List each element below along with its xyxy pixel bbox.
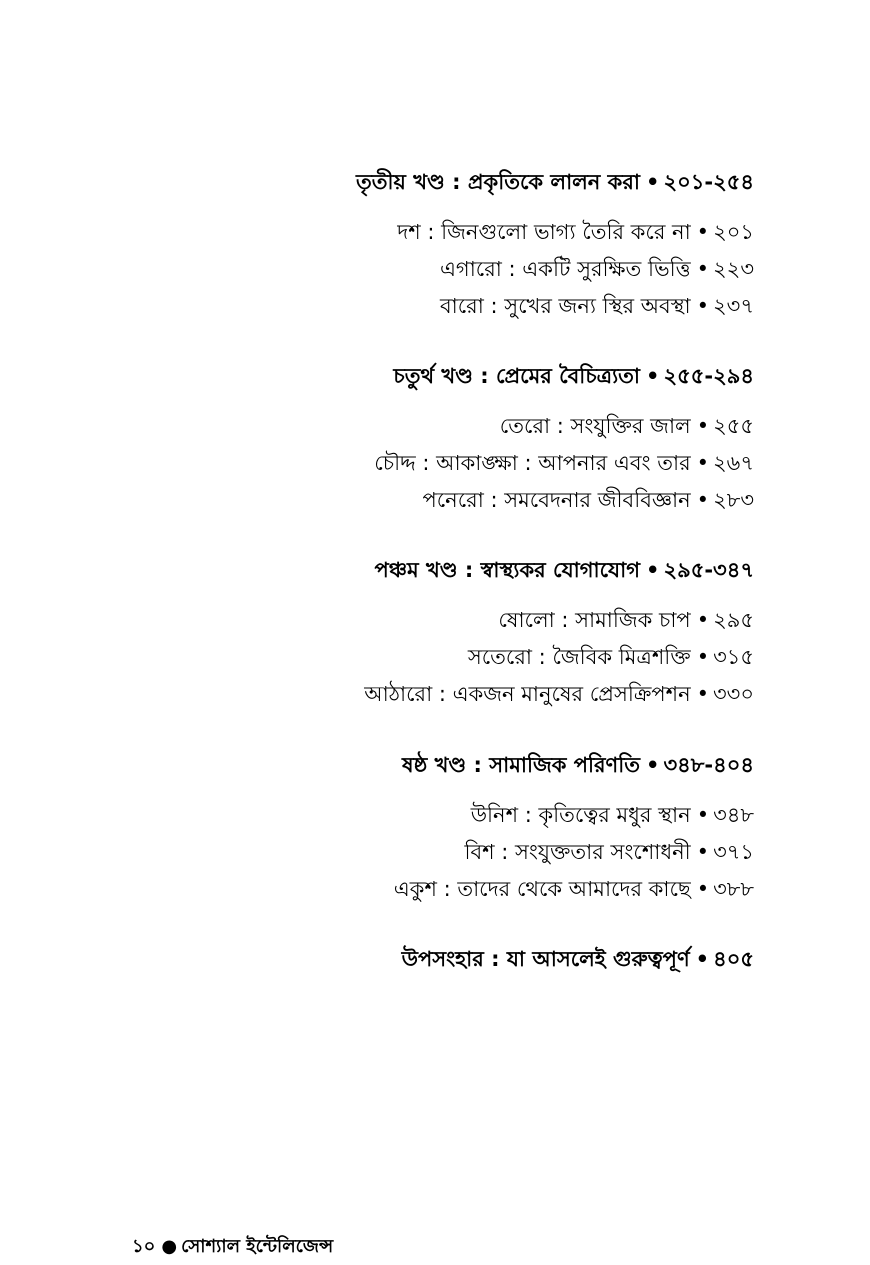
bullet-icon: • [696,803,710,827]
chapter-title: ষোলো : সামাজিক চাপ [498,608,691,632]
epilogue-entry [402,944,754,974]
page-number: ৩৭১ [713,840,754,864]
chapter-18-entry [364,679,754,709]
chapter-title: দশ : জিনগুলো ভাগ্য তৈরি করে না [397,220,691,244]
chapter-12-entry [440,291,754,321]
chapter-21-entry [394,874,754,904]
chapter-15-entry [422,485,754,515]
chapter-14-entry [374,448,754,478]
epilogue-title: উপসংহার : যা আসলেই গুরুত্বপূর্ণ [401,947,690,971]
chapter-13-entry [500,411,754,441]
page-range: ২৫৫-২৯৪ [663,364,754,388]
bullet-icon: • [696,877,710,901]
page-number: ২৫৫ [713,414,754,438]
chapter-16-entry [498,605,754,635]
page-number: ২৮৩ [713,488,754,512]
footer-page-number: ১০ [132,1236,156,1257]
bullet-icon: • [646,753,660,777]
footer-book-title: সোশ্যাল ইন্টেলিজেন্স [181,1236,334,1257]
page-number: ৩৪৮ [713,803,754,827]
part-5-entry [374,555,754,585]
bullet-icon: • [696,294,710,318]
chapter-title: আঠারো : একজন মানুষের প্রেসক্রিপশন [364,682,691,706]
page-number: ৩১৫ [713,645,754,669]
bullet-icon: • [696,682,710,706]
chapter-17-entry [468,642,754,672]
part-4-entry [393,361,754,391]
chapter-title: এগারো : একটি সুরক্ষিত ভিত্তি [439,257,691,281]
bullet-icon: • [696,451,710,475]
chapter-title: সতেরো : জৈবিক মিত্রশক্তি [467,645,691,669]
bullet-icon: • [646,170,660,194]
page-footer [132,1234,333,1260]
page-range: ৩৪৮-৪০৪ [663,753,754,777]
bullet-icon: • [696,220,710,244]
bullet-icon: • [646,558,660,582]
part-title: পঞ্চম খণ্ড : স্বাস্থ্যকর যোগাযোগ [374,558,640,582]
chapter-11-entry [440,254,754,284]
chapter-title: তেরো : সংযুক্তির জাল [499,414,691,438]
chapter-title: উনিশ : কৃতিত্বের মধুর স্থান [470,803,691,827]
page-number: ৩৮৮ [713,877,754,901]
part-3-entry [356,167,754,197]
bullet-icon: ● [161,1236,178,1257]
part-title: চতুর্থ খণ্ড : প্রেমের বৈচিত্র্যতা [393,364,641,388]
page-number: ৩৩০ [713,682,754,706]
chapter-20-entry [464,837,754,867]
chapter-title: পনেরো : সমবেদনার জীববিজ্ঞান [422,488,691,512]
bullet-icon: • [696,840,710,864]
bullet-icon: • [696,645,710,669]
chapter-title: বারো : সুখের জন্য স্থির অবস্থা [439,294,691,318]
page-number: ২৩৭ [713,294,754,318]
page-number: ২০১ [713,220,754,244]
page-number: ৪০৫ [713,947,754,971]
bullet-icon: • [695,947,710,971]
chapter-title: বিশ : সংযুক্ততার সংশোধনী [464,840,691,864]
page-number: ২৯৫ [713,608,754,632]
chapter-title: একুশ : তাদের থেকে আমাদের কাছে [393,877,691,901]
page-number: ২২৩ [713,257,754,281]
chapter-19-entry [471,800,754,830]
page-number: ২৬৭ [713,451,754,475]
chapter-10-entry [397,217,754,247]
page-range: ২৯৫-৩৪৭ [663,558,754,582]
page-range: ২০১-২৫৪ [663,170,754,194]
bullet-icon: • [696,414,710,438]
bullet-icon: • [696,488,710,512]
chapter-title: চৌদ্দ : আকাঙ্ক্ষা : আপনার এবং তার [374,451,691,475]
bullet-icon: • [696,257,710,281]
bullet-icon: • [696,608,710,632]
part-title: ষষ্ঠ খণ্ড : সামাজিক পরিণতি [402,753,641,777]
part-6-entry [402,750,754,780]
part-title: তৃতীয় খণ্ড : প্রকৃতিকে লালন করা [356,170,640,194]
bullet-icon: • [646,364,660,388]
